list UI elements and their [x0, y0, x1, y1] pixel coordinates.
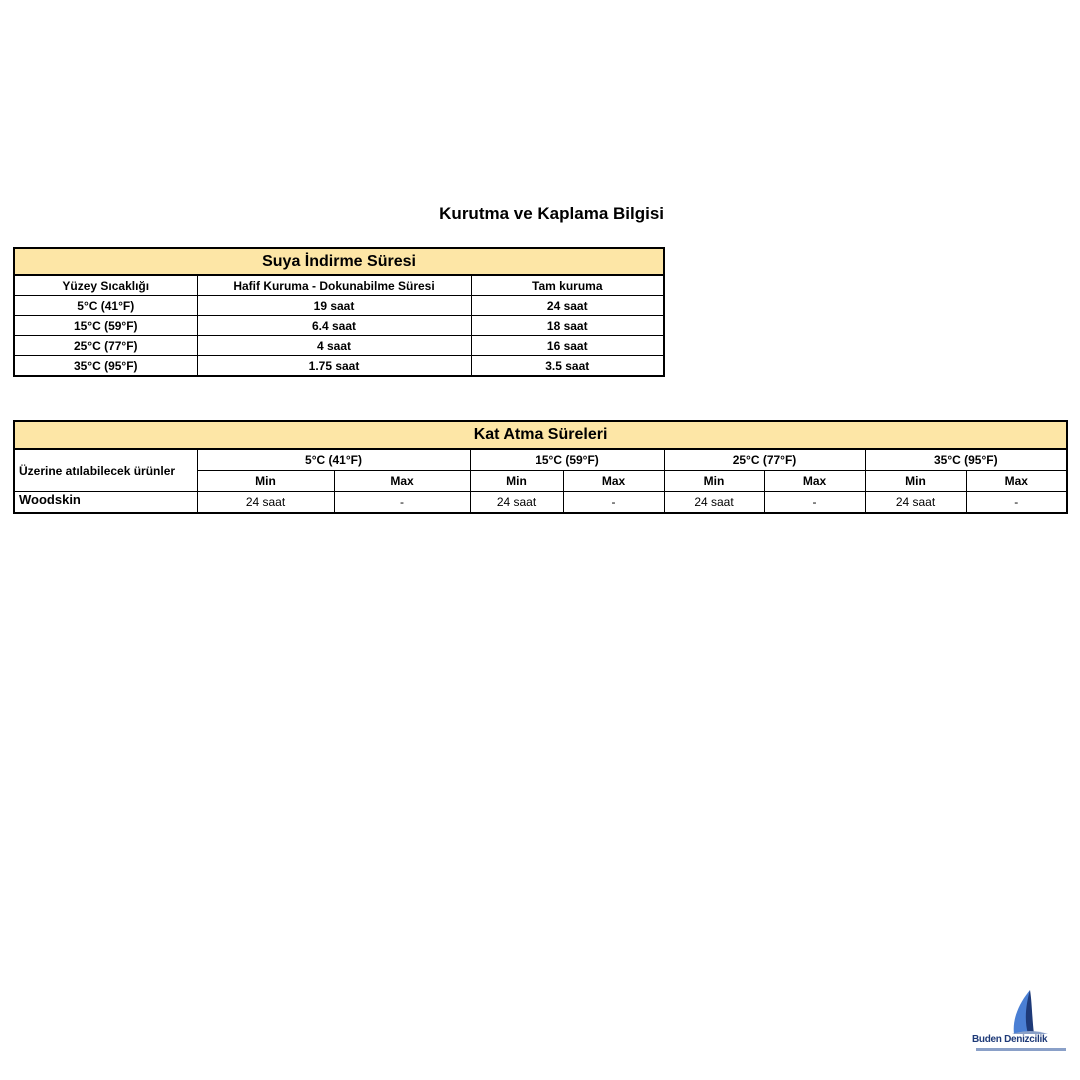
column-header: Yüzey Sıcaklığı — [14, 275, 197, 296]
table-cell: 6.4 saat — [197, 316, 471, 336]
max-header: Max — [764, 471, 865, 492]
table-cell: 4 saat — [197, 336, 471, 356]
temperature-header: 5°C (41°F) — [197, 449, 470, 471]
recoat-time-table — [13, 420, 1068, 514]
min-header: Min — [664, 471, 764, 492]
sailboat-icon — [972, 988, 1072, 1036]
drying-time-table — [13, 247, 665, 377]
table-cell: 16 saat — [471, 336, 664, 356]
table-row — [14, 296, 664, 316]
table-cell: 24 saat — [471, 296, 664, 316]
page-title: Kurutma ve Kaplama Bilgisi — [439, 204, 664, 223]
table-row — [14, 336, 664, 356]
column-header: Tam kuruma — [471, 275, 664, 296]
table-row — [14, 316, 664, 336]
product-column-header: Üzerine atılabilecek ürünler — [14, 449, 197, 492]
table-cell: - — [563, 492, 664, 514]
temperature-header: 35°C (95°F) — [865, 449, 1067, 471]
table-cell: 5°C (41°F) — [14, 296, 197, 316]
column-header: Hafif Kuruma - Dokunabilme Süresi — [197, 275, 471, 296]
temperature-header: 15°C (59°F) — [470, 449, 664, 471]
logo-name: Buden Denizcilik — [972, 1034, 1048, 1045]
table-cell: 15°C (59°F) — [14, 316, 197, 336]
drying-table-heading: Suya İndirme Süresi — [14, 248, 664, 275]
table-cell: 24 saat — [197, 492, 334, 514]
table-cell: 3.5 saat — [471, 356, 664, 377]
table-cell: 1.75 saat — [197, 356, 471, 377]
logo-tagline-bar — [976, 1048, 1066, 1051]
min-header: Min — [470, 471, 563, 492]
table-cell: 19 saat — [197, 296, 471, 316]
table-cell: 35°C (95°F) — [14, 356, 197, 377]
table-cell: 24 saat — [664, 492, 764, 514]
table-cell: - — [764, 492, 865, 514]
table-cell: - — [966, 492, 1067, 514]
table-row — [14, 356, 664, 377]
min-header: Min — [865, 471, 966, 492]
recoat-table-heading: Kat Atma Süreleri — [14, 421, 1067, 449]
product-name: Woodskin — [14, 492, 197, 514]
temperature-header: 25°C (77°F) — [664, 449, 865, 471]
min-header: Min — [197, 471, 334, 492]
table-cell: 24 saat — [470, 492, 563, 514]
table-cell: 24 saat — [865, 492, 966, 514]
max-header: Max — [966, 471, 1067, 492]
table-cell: - — [334, 492, 470, 514]
company-logo — [972, 988, 1072, 1058]
max-header: Max — [334, 471, 470, 492]
table-cell: 18 saat — [471, 316, 664, 336]
table-row — [14, 492, 1067, 514]
table-cell: 25°C (77°F) — [14, 336, 197, 356]
max-header: Max — [563, 471, 664, 492]
